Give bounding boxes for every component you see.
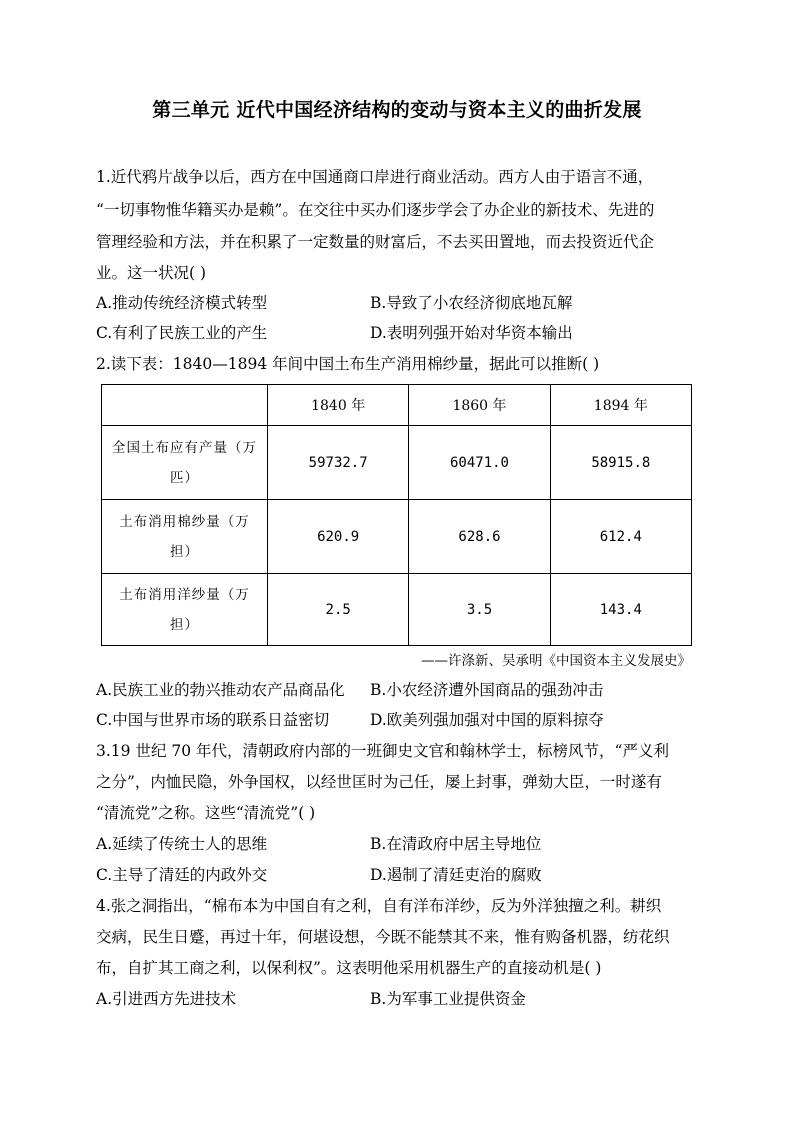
q1-line-3: 管理经验和方法，并在积累了一定数量的财富后，不去买田置地，而去投资近代企: [96, 233, 655, 251]
q1-option-a: A.推动传统经济模式转型: [96, 294, 268, 312]
table-header-1840: 1840 年: [268, 385, 409, 426]
row-label-domestic-yarn: 土布消用棉纱量（万担）: [102, 500, 268, 574]
row-label-foreign-yarn: 土布消用洋纱量（万担）: [102, 574, 268, 646]
q3-option-d: D.遏制了清廷吏治的腐败: [370, 866, 542, 884]
table-header-row: [102, 385, 692, 426]
table-header-1860: 1860 年: [409, 385, 550, 426]
table-cell: 60471.0: [409, 426, 550, 500]
row-label-cloth-output: 全国土布应有产量（万匹）: [102, 426, 268, 500]
q3-line-3: “清流党”之称。这些“清流党”( ): [96, 804, 316, 822]
q3-option-a: A.延续了传统士人的思维: [96, 835, 268, 853]
q1-line-1: 1.近代鸦片战争以后，西方在中国通商口岸进行商业活动。西方人由于语言不通，: [96, 168, 654, 186]
q1-option-d: D.表明列强开始对华资本输出: [370, 324, 573, 342]
table-cell: 620.9: [268, 500, 409, 574]
q4-line-2: 交病，民生日蹙，再过十年，何堪设想，今既不能禁其不来，惟有购备机器，纺花织: [96, 928, 670, 946]
table-header-1894: 1894 年: [550, 385, 691, 426]
q3-option-c: C.主导了清廷的内政外交: [96, 866, 268, 884]
table-cell: 58915.8: [550, 426, 691, 500]
q4-line-1: 4.张之洞指出，“棉布本为中国自有之利，自有洋布洋纱，反为外洋独擅之利。耕织: [96, 897, 662, 915]
q2-option-c: C.中国与世界市场的联系日益密切: [96, 711, 330, 729]
q1-line-4: 业。这一状况( ): [96, 264, 207, 282]
q2-option-b: B.小农经济遭外国商品的强劲冲击: [370, 681, 604, 699]
table-cell: 143.4: [550, 574, 691, 646]
q3-line-2: 之分”，内恤民隐，外争国权，以经世匡时为己任，屡上封事，弹劾大臣，一时遂有: [96, 773, 662, 791]
q2-stem: 2.读下表：1840—1894 年间中国土布生产消用棉纱量，据此可以推断( ): [96, 355, 600, 373]
table-cell: 628.6: [409, 500, 550, 574]
q1-option-b: B.导致了小农经济彻底地瓦解: [370, 294, 573, 312]
cotton-yarn-table: [101, 384, 692, 646]
page-title: 第三单元 近代中国经济结构的变动与资本主义的曲折发展: [152, 99, 642, 121]
q1-option-c: C.有利了民族工业的产生: [96, 324, 268, 342]
table-row: [102, 426, 692, 500]
table-row: [102, 574, 692, 646]
table-cell: 612.4: [550, 500, 691, 574]
q3-option-b: B.在清政府中居主导地位: [370, 835, 542, 853]
q2-option-a: A.民族工业的勃兴推动农产品商品化: [96, 681, 345, 699]
q4-line-3: 布，自扩其工商之利，以保利权”。这表明他采用机器生产的直接动机是( ): [96, 959, 602, 977]
table-row: [102, 500, 692, 574]
q3-line-1: 3.19 世纪 70 年代，清朝政府内部的一班御史文官和翰林学士，标榜风节，“严义利: [96, 742, 669, 760]
table-header-empty: [102, 385, 268, 426]
table-cell: 2.5: [268, 574, 409, 646]
q4-option-a: A.引进西方先进技术: [96, 990, 237, 1008]
table-cell: 59732.7: [268, 426, 409, 500]
q4-option-b: B.为军事工业提供资金: [370, 990, 526, 1008]
table-cell: 3.5: [409, 574, 550, 646]
q2-option-d: D.欧美列强加强对中国的原料掠夺: [370, 711, 604, 729]
q1-line-2: “一切事物惟华籍买办是赖”。在交往中买办们逐步学会了办企业的新技术、先进的: [96, 201, 655, 219]
table-source: ——许涤新、吴承明《中国资本主义发展史》: [421, 653, 691, 669]
